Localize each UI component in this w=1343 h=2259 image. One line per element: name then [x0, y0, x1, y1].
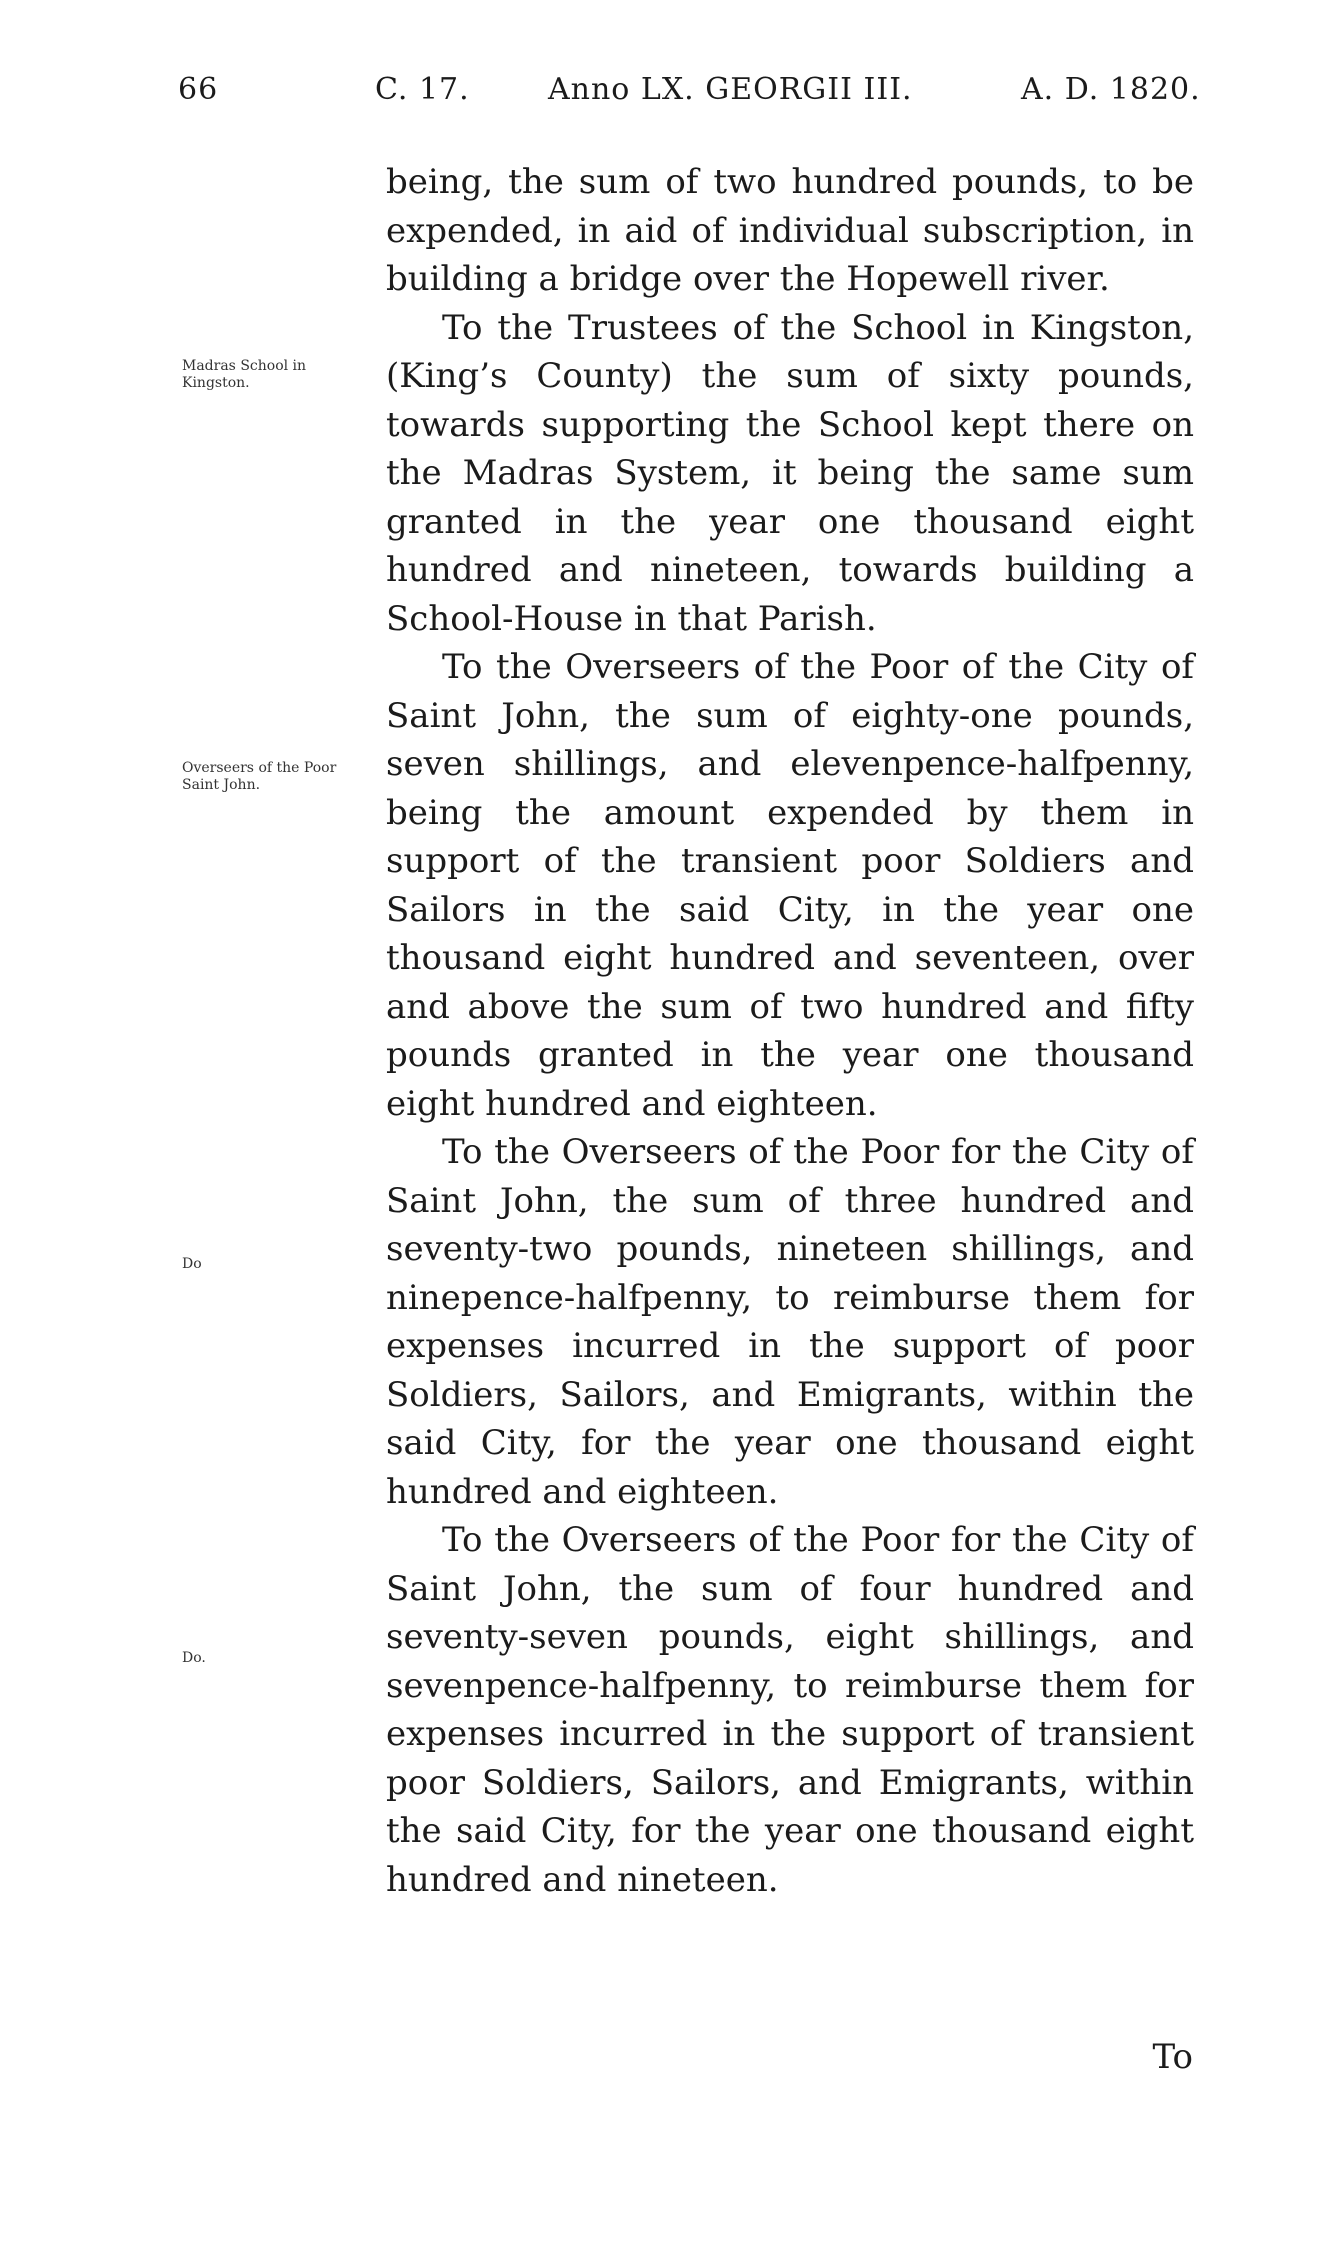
- margin-note-madras-school: Madras School in Kingston.: [182, 358, 307, 391]
- margin-note-overseers-poor: Overseers of the Poor Saint John.: [182, 760, 337, 793]
- catchword: To: [1152, 2037, 1193, 2077]
- margin-note-ditto-2: Do.: [182, 1650, 206, 1666]
- margin-note-ditto-1: Do: [182, 1256, 202, 1272]
- paragraph-overseers-1819: To the Overseers of the Poor for the City of Saint John, the sum of four hundred and seventy-seven pounds, eight shillings, and sevenpence-halfpenny, to reimburse them for expenses incurred in the support of transient poor Soldiers, Sailors, and Emigrants, within the said City, for the year one thousand eight hundred and nineteen.: [386, 1520, 1194, 1900]
- paragraph-kingston-school: To the Trustees of the School in Kingston, (King’s County) the sum of sixty pounds, towards supporting the School kept there on the Madras System, it being the same sum granted in the year one thousand eight hundred and nineteen, towards building a School-House in that Parish.: [386, 307, 1194, 639]
- regnal-year: Anno LX. GEORGII III.: [548, 72, 913, 107]
- page-number: 66: [178, 72, 219, 107]
- main-text: [386, 158, 1194, 1904]
- paragraph-overseers-1818: To the Overseers of the Poor for the City of Saint John, the sum of three hundred and seventy-two pounds, nineteen shillings, and ninepence-halfpenny, to reimburse them for expenses incurred in the support of poor Soldiers, Sailors, and Emigrants, within the said City, for the year one thousand eight hundred and eighteen.: [386, 1132, 1194, 1512]
- calendar-year: A. D. 1820.: [1021, 72, 1201, 107]
- running-header: [0, 72, 1343, 120]
- paragraph-bridge-grant: being, the sum of two hundred pounds, to be expended, in aid of individual subscription, in building a bridge over the Hopewell river.: [386, 162, 1194, 299]
- paragraph-overseers-1817: To the Overseers of the Poor of the City of Saint John, the sum of eighty-one pounds, seven shillings, and elevenpence-halfpenny, being the amount expended by them in support of the transient poor Soldiers and Sailors in the said City, in the year one thousand eight hundred and seventeen, over and above the sum of two hundred and fifty pounds granted in the year one thousand eight hundred and eighteen.: [386, 647, 1194, 1124]
- chapter-number: C. 17.: [375, 72, 470, 107]
